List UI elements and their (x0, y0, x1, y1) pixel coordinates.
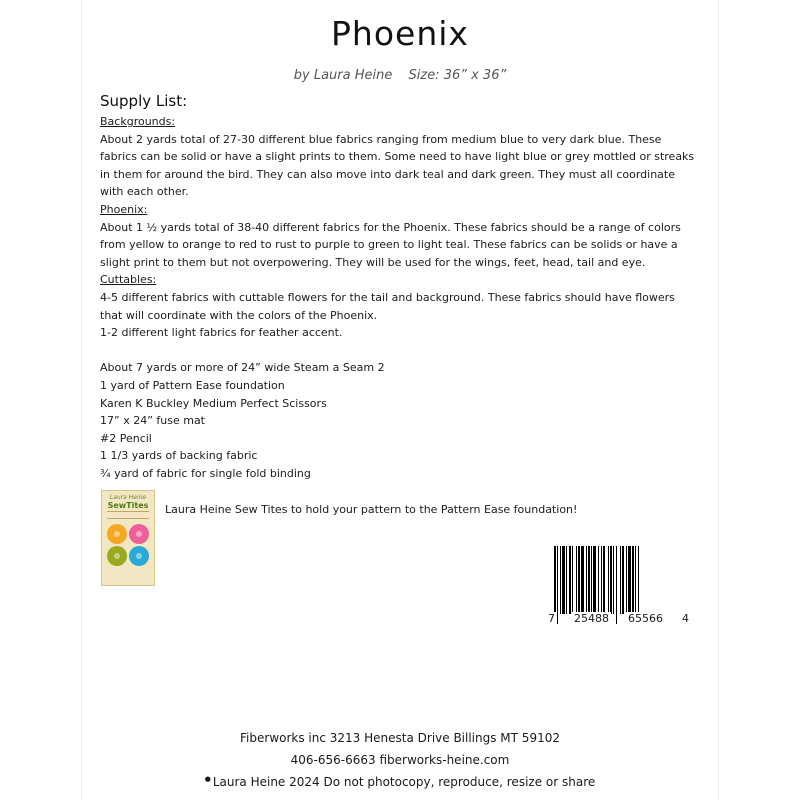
barcode-bar (560, 546, 561, 614)
phoenix-line: from yellow to orange to red to rust to purple to green to light teal. These fabrics can be solids or have a (100, 238, 678, 252)
barcode-bar (613, 546, 614, 614)
barcode-bar (578, 546, 580, 614)
barcode-bar (603, 546, 605, 614)
barcode-bar (601, 546, 602, 614)
quilt-size: Size: 36” x 36” (408, 68, 507, 83)
copyright-mark-icon: ● (204, 775, 211, 783)
byline (0, 68, 800, 83)
notion-item: 1 1/3 yards of backing fabric (100, 449, 258, 463)
barcode-bar (598, 546, 599, 614)
phoenix-heading: Phoenix: (100, 202, 148, 216)
barcode-bar (566, 546, 567, 614)
barcode-bar (628, 546, 631, 614)
cuttables-line: 1-2 different light fabrics for feather accent. (100, 326, 343, 340)
barcode-bar (622, 546, 624, 614)
blue-flower-icon (129, 546, 149, 566)
cuttables-line: 4-5 different fabrics with cuttable flowers for the tail and background. These fabrics should have flowers (100, 290, 675, 304)
notion-item: ¾ yard of fabric for single fold binding (100, 466, 311, 480)
barcode-bar (620, 546, 621, 614)
barcode-bar (608, 546, 609, 614)
cuttables-line: that will coordinate with the colors of the Phoenix. (100, 308, 378, 322)
orange-flower-icon (107, 524, 127, 544)
barcode-bar (586, 546, 587, 614)
barcode-bar (562, 546, 565, 614)
package-text-lines (107, 511, 149, 519)
notion-item: Karen K Buckley Medium Perfect Scissors (100, 396, 327, 410)
barcode-bar (635, 546, 636, 614)
footer-contact: 406-656-6663 fiberworks-heine.com (290, 753, 510, 767)
barcode-bar (593, 546, 596, 614)
sewtites-product: SewTites (107, 501, 149, 510)
barcode-bar (632, 546, 634, 614)
barcode-digit-group: 25488 (574, 612, 609, 625)
footer-copyright (0, 775, 800, 789)
backgrounds-line: with each other. (100, 185, 189, 199)
green-flower-icon (107, 546, 127, 566)
sewtites-flowers (106, 523, 150, 567)
barcode-bar (610, 546, 612, 614)
barcode-digit-group: 4 (682, 612, 689, 625)
barcode-bar (576, 546, 577, 614)
pink-flower-icon (129, 524, 149, 544)
notion-item: #2 Pencil (100, 431, 152, 445)
barcode-digit-group: 7 (548, 612, 555, 625)
barcode-bar (588, 546, 590, 614)
footer-address: Fiberworks inc 3213 Henesta Drive Billings MT 59102 (240, 731, 560, 745)
sewtites-caption: Laura Heine Sew Tites to hold your pattern to the Pattern Ease foundation! (165, 503, 578, 516)
backgrounds-line: in them for around the bird. They can also move into dark teal and dark green. They must all coordinate (100, 167, 676, 181)
notion-item: 1 yard of Pattern Ease foundation (100, 378, 285, 392)
supply-list-heading: Supply List: (100, 92, 188, 110)
copyright-text: Laura Heine 2024 Do not photocopy, reproduce, resize or share (212, 775, 596, 789)
cuttables-heading: Cuttables: (100, 273, 157, 287)
spacer (100, 342, 704, 360)
phoenix-line: slight print to them but not overpowering. They will be used for the wings, feet, head, tail and eye. (100, 255, 646, 269)
notion-item: 17” x 24” fuse mat (100, 414, 205, 428)
notion-item: About 7 yards or more of 24” wide Steam a Seam 2 (100, 361, 385, 375)
barcode-bar (626, 546, 627, 614)
backgrounds-line: fabrics can be solid or have a slight prints to them. Some need to have light blue or grey mottled or streaks (100, 150, 695, 164)
barcode-digit-group: 65566 (628, 612, 663, 625)
backgrounds-line: About 2 yards total of 27-30 different blue fabrics ranging from medium blue to very dark blue. These (100, 132, 662, 146)
barcode-bar (569, 546, 571, 614)
barcode-bar (638, 546, 639, 614)
sewtites-package-image (101, 490, 155, 586)
author: by Laura Heine (293, 68, 393, 83)
barcode-bar (581, 546, 584, 614)
backgrounds-heading: Backgrounds: (100, 115, 176, 128)
pattern-title: Phoenix (331, 14, 469, 53)
supply-list (100, 113, 704, 482)
barcode-bar (591, 546, 592, 614)
sewtites-brand: Laura Heine (109, 494, 147, 501)
phoenix-line: About 1 ½ yards total of 38-40 different fabrics for the Phoenix. These fabrics should be a range of colors (100, 220, 681, 234)
barcode-bar (572, 546, 573, 614)
barcode-number (546, 612, 691, 625)
